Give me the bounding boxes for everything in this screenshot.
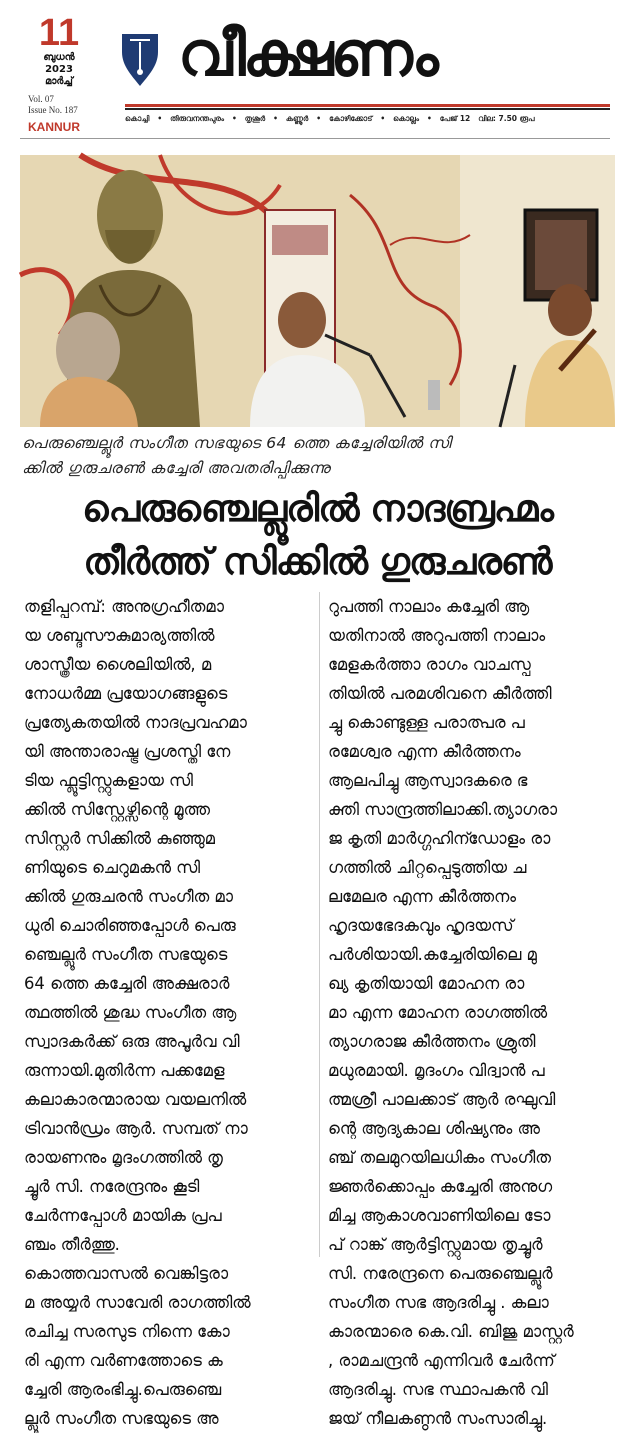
article-line: ട്രിവാൻഡ്രം ആർ. സമ്പത് നാ xyxy=(24,1119,248,1138)
article-line: പ്രത്യേകതയിൽ നാദപ്രവഹമാ xyxy=(24,713,247,732)
article-line: പർശിയായി.കച്ചേരിയിലെ മു xyxy=(328,945,537,964)
article-line: പ് റാങ്ക് ആർട്ടിസ്റ്റുമായ തൃച്ചൂർ xyxy=(328,1235,543,1254)
date-box xyxy=(28,14,90,88)
edition-item: കോഴിക്കോട് xyxy=(329,114,373,123)
article-line: നോധർമ്മ പ്രയോഗങ്ങളുടെ xyxy=(24,684,228,703)
headline-line: തീർത്ത് സിക്കിൽ ഗുരുചരൺ xyxy=(83,540,552,583)
article-line: മാ എന്ന മോഹന രാഗത്തിൽ xyxy=(328,1003,548,1022)
article-line: ശാസ്ത്രീയ ശൈലിയിൽ, മ xyxy=(24,655,212,674)
date-month: മാർച്ച് xyxy=(45,76,73,87)
article-line: ഞ്ച് തലമുറയിലധികം സംഗീത xyxy=(328,1148,551,1167)
headline-line: പെരുഞ്ചെല്ലൂരിൽ നാദബ്രഹ്മം xyxy=(82,487,553,530)
article-line: ജയ് നീലകണ്ഠൻ സംസാരിച്ചു. xyxy=(328,1409,548,1428)
article-line: യതിനാൽ അറുപത്തി നാലാം xyxy=(328,626,546,645)
article-line: ഹൃദയഭേദകവും ഹൃദയസ് xyxy=(328,916,514,935)
article-line: മിച്ച ആകാശവാണിയിലെ ടോ xyxy=(328,1206,551,1225)
article-line: മ അയ്യർ സാവേരി രാഗത്തിൽ xyxy=(24,1293,251,1312)
article-line: ജ കൃതി മാർഗ്ഗഹിന്ഡോളം രാ xyxy=(328,829,551,848)
date-year: 2023 xyxy=(45,64,73,75)
volume-info xyxy=(28,94,78,116)
article-line: തളിപ്പറമ്പ്: അനുഗ്രഹീതമാ xyxy=(24,597,224,616)
article-headline xyxy=(30,482,605,588)
caption-line: പെരുഞ്ചെല്ലൂർ സംഗീത സഭയുടെ 64 ത്തെ കച്ചേരിയിൽ സി xyxy=(22,434,452,452)
photo-caption xyxy=(22,431,612,481)
editions-bar: കൊച്ചി • തിരുവനന്തപുരം • തൃശൂർ • കണ്ണൂർ • കോഴിക്കോട് • കൊല്ലം • പേജ് 12 വില: 7.50 രൂപ xyxy=(125,114,535,123)
page-number: പേജ് 12 xyxy=(439,114,471,123)
edition-item: കൊല്ലം xyxy=(393,114,419,123)
article-line: ക്കിൽ ഗുരുചരൻ സംഗീത മാ xyxy=(24,887,233,906)
article-line: ച്ചൂർ സി. നരേന്ദ്രനും കൂടി xyxy=(24,1177,200,1196)
article-column-right xyxy=(328,592,620,1433)
article-line: കലാകാരന്മാരായ വയലനിൽ xyxy=(24,1090,247,1109)
concert-photo-illustration xyxy=(20,155,615,427)
article-line: ടിയ ഫ്ലൂട്ടിസ്റ്റുകളായ സി xyxy=(24,771,193,790)
edition-city: KANNUR xyxy=(28,120,80,134)
article-line: ഗത്തിൽ ചിറ്റപ്പെടുത്തിയ ച xyxy=(328,858,527,877)
article-line: റുപത്തി നാലാം കച്ചേരി ആ xyxy=(328,597,530,616)
article-line: ത്യാഗരാജ കീർത്തനം ശ്രുതി xyxy=(328,1032,536,1051)
article-line: സ്വാദകർക്ക് ഒരു അപൂർവ വി xyxy=(24,1032,240,1051)
article-line: കൊത്തവാസൽ വെങ്കിട്ടരാ xyxy=(24,1264,229,1283)
article-column-left xyxy=(24,592,316,1433)
article-line: ആദരിച്ചു. സഭ സ്ഥാപകൻ വി xyxy=(328,1380,548,1399)
caption-line: ക്കിൽ ഗുരുചരൺ കച്ചേരി അവതരിപ്പിക്കുന്നു xyxy=(22,459,331,477)
newspaper-title: വീക്ഷണം xyxy=(178,17,436,90)
article-line: ജ്ഞർക്കൊപ്പം കച്ചേരി അനുഗ xyxy=(328,1177,553,1196)
article-line: ച്ചേരി ആരംഭിച്ചു.പെരുഞ്ചെ xyxy=(24,1380,222,1399)
article-line: ഞ്ചെല്ലൂർ സംഗീത സഭയുടെ xyxy=(24,945,228,964)
article-line: ന്റെ ആദ്യകാല ശിഷ്യനും അ xyxy=(328,1119,540,1138)
article-line: ലമേലര എന്ന കീർത്തനം xyxy=(328,887,517,906)
article-line: ത്ഥത്തിൽ ശുദ്ധ സംഗീത ആ xyxy=(24,1003,237,1022)
masthead xyxy=(0,0,635,148)
date-day: 11 xyxy=(38,12,80,54)
article-line: ക്കിൽ സിസ്റ്റേഴ്സിന്റെ മൂത്ത xyxy=(24,800,210,819)
article-line: തിയിൽ പരമശിവനെ കീർത്തി xyxy=(328,684,552,703)
article-line: രചിച്ച സരസുട നിന്നെ കോ xyxy=(24,1322,230,1341)
article-line: യ ശബ്ദസൗകുമാര്യത്തിൽ xyxy=(24,626,215,645)
edition-item: തൃശൂർ xyxy=(244,114,266,123)
article-line: ക്തി സാന്ദ്രത്തിലാക്കി.ത്യാഗരാ xyxy=(328,800,558,819)
volume-number: Vol. 07 xyxy=(28,94,54,104)
article-line: 64 ത്തെ കച്ചേരി അക്ഷരാർ xyxy=(24,974,230,993)
concert-photo xyxy=(20,155,615,427)
article-line: ണിയുടെ ചെറുമകൻ സി xyxy=(24,858,201,877)
date-weekday: ബുധൻ xyxy=(43,52,75,63)
edition-item: തിരുവനന്തപുരം xyxy=(170,114,224,123)
article-line: ചേർന്നപ്പോൾ മായിക പ്രപ xyxy=(24,1206,222,1225)
article-line: ഖ്യ കൃതിയായി മോഹന രാ xyxy=(328,974,525,993)
article-line: സിസ്റ്റർ സിക്കിൽ കുഞ്ഞുമ xyxy=(24,829,215,848)
price: വില: 7.50 രൂപ xyxy=(478,114,535,123)
article-line: ച്ചു കൊണ്ടുള്ള പരാത്പര പ xyxy=(328,713,525,732)
pen-nib-logo-icon xyxy=(118,30,162,90)
article-line: രമേശ്വര എന്ന കീർത്തനം xyxy=(328,742,521,761)
issue-number: Issue No. 187 xyxy=(28,105,78,115)
article-line: രായണനും മൃദംഗത്തിൽ തൃ xyxy=(24,1148,223,1167)
article-line: ധുരി ചൊരിഞ്ഞപ്പോൾ പെരു xyxy=(24,916,236,935)
edition-item: കൊച്ചി xyxy=(125,114,150,123)
article-line: ല്ലൂർ സംഗീത സഭയുടെ അ xyxy=(24,1409,219,1428)
article-line: സി. നരേന്ദ്രനെ പെരുഞ്ചെല്ലൂർ xyxy=(328,1264,553,1283)
article-line: യി അന്താരാഷ്ട്ര പ്രശസ്തി നേ xyxy=(24,742,231,761)
article-line: കാരന്മാരെ കെ.വി. ബിജു മാസ്റ്റർ xyxy=(328,1322,574,1341)
article-line: സംഗീത സഭ ആദരിച്ചു . കലാ xyxy=(328,1293,549,1312)
article-line: രി എന്ന വർണത്തോടെ ക xyxy=(24,1351,223,1370)
edition-item: കണ്ണൂർ xyxy=(285,114,309,123)
article-line: ആലപിച്ചു ആസ്വാദകരെ ഭ xyxy=(328,771,528,790)
article-line: മേളകർത്താ രാഗം വാചസ്പ xyxy=(328,655,531,674)
article-line: ഞ്ചം തീർത്തു. xyxy=(24,1235,120,1254)
masthead-rule-black xyxy=(125,108,610,110)
article-line: രുന്നായി.മുതിർന്ന പക്കമേള xyxy=(24,1061,225,1080)
article-line: ത്മശ്രീ പാലക്കാട് ആർ രഘുവി xyxy=(328,1090,556,1109)
article-line: മധുരമായി. മൃദംഗം വിദ്വാൻ പ xyxy=(328,1061,545,1080)
masthead-bottom-rule xyxy=(20,138,610,139)
article-line: , രാമചന്ദ്രൻ എന്നിവർ ചേർന്ന് xyxy=(328,1351,555,1370)
masthead-rule-red xyxy=(125,104,610,107)
column-divider xyxy=(319,592,320,1257)
